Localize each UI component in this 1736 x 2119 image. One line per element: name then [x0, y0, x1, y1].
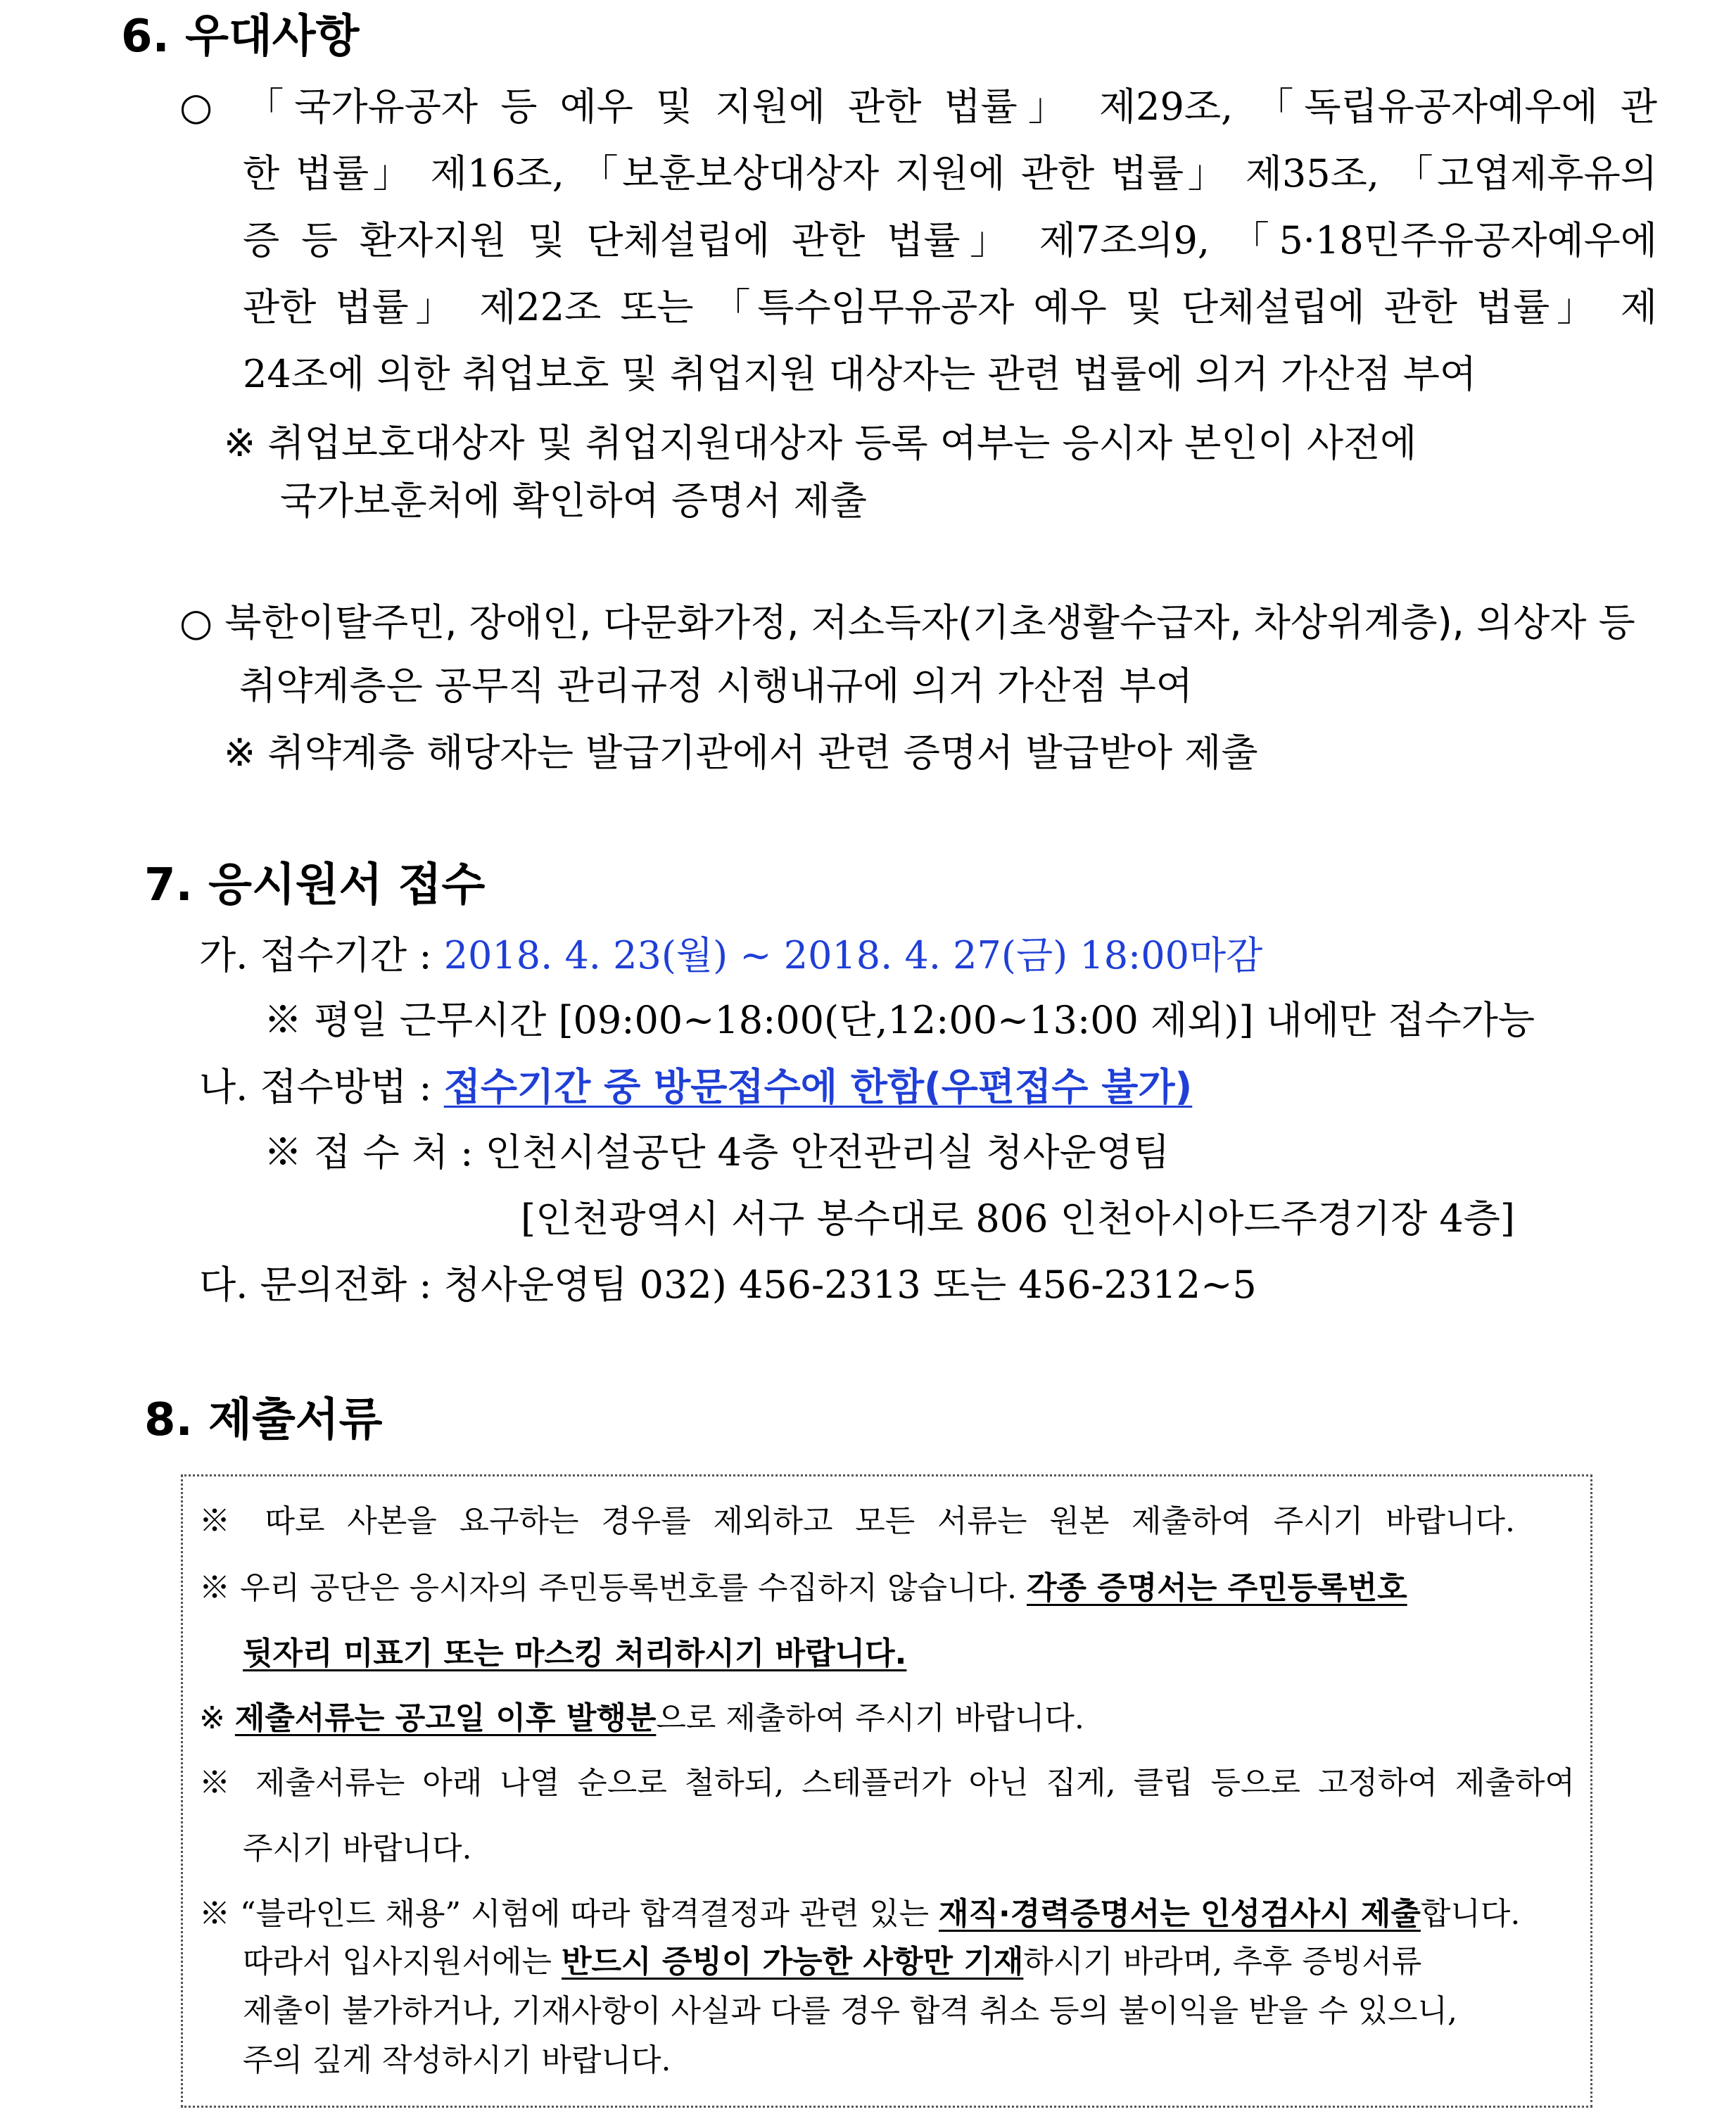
section-7-heading: 7. 응시원서 접수	[144, 859, 486, 911]
section-6-bullet1-line3: 증 등 환자지원 및 단체설립에 관한 법률」 제7조의9, 「5·18민주유공자예우에	[243, 218, 1657, 262]
notes-line-4-rest: 으로 제출하여 주시기 바랍니다.	[656, 1700, 1084, 1736]
notes-line-10: 주의 깊게 작성하시기 바랍니다.	[243, 2042, 671, 2078]
section-6-note2: ※ 취약계층 해당자는 발급기관에서 관련 증명서 발급받아 제출	[224, 730, 1258, 775]
receipt-period-label: 가. 접수기간 :	[199, 933, 444, 978]
notes-line-7-plain2: 합니다.	[1420, 1896, 1521, 1932]
section-6-bullet2-line2: 취약계층은 공무직 관리규정 시행내규에 의거 가산점 부여	[239, 664, 1193, 708]
section-6-bullet2-line1: ○ 북한이탈주민, 장애인, 다문화가정, 저소득자(기초생활수급자, 차상위계층), 의상자 등	[179, 600, 1635, 645]
notes-line-8-plain2: 하시기 바라며, 추후 증빙서류	[1023, 1944, 1422, 1980]
notes-line-7-plain1: ※ “블라인드 채용” 시험에 따라 합격결정과 관련 있는	[199, 1896, 939, 1932]
notes-line-2	[199, 1566, 1407, 1611]
section-6-bullet1-line5: 24조에 의한 취업보호 및 취업지원 대상자는 관련 법률에 의거 가산점 부여	[243, 352, 1477, 396]
notes-line-5: ※ 제출서류는 아래 나열 순으로 철하되, 스테플러가 아닌 집게, 클립 등으로 고정하여 제출하여	[199, 1765, 1575, 1801]
section-6-heading: 6. 우대사항	[121, 11, 360, 63]
notes-line-4-bold: 제출서류는 공고일 이후 발행분	[234, 1700, 657, 1736]
notes-line-9: 제출이 불가하거나, 기재사항이 사실과 다를 경우 합격 취소 등의 불이익을 받을 수 있으니,	[243, 1993, 1457, 2029]
inquiry-phone-line: 다. 문의전화 : 청사운영팀 032) 456-2313 또는 456-2312~5	[199, 1263, 1257, 1307]
section-6-bullet1-line4: 관한 법률」 제22조 또는 「특수임무유공자 예우 및 단체설립에 관한 법률」 제	[243, 285, 1657, 329]
notes-line-3-bold: 뒷자리 미표기 또는 마스킹 처리하시기 바랍니다.	[243, 1636, 907, 1671]
receipt-method-value: 접수기간 중 방문접수에 한함(우편접수 불가)	[443, 1065, 1193, 1109]
notes-line-8-plain1: 따라서 입사지원서에는	[243, 1944, 562, 1980]
receipt-place-line: ※ 접 수 처 : 인천시설공단 4층 안전관리실 청사운영팀	[264, 1130, 1170, 1175]
section-6-bullet1-line1: ○ 「국가유공자 등 예우 및 지원에 관한 법률」 제29조, 「독립유공자예우에 관	[179, 84, 1657, 129]
section-6-note1-line2: 국가보훈처에 확인하여 증명서 제출	[280, 479, 867, 523]
section-6-note1-line1: ※ 취업보호대상자 및 취업지원대상자 등록 여부는 응시자 본인이 사전에	[224, 421, 1417, 465]
notes-line-4-prefix: ※	[199, 1700, 235, 1736]
notes-line-7-bold: 재직·경력증명서는 인성검사시 제출	[938, 1896, 1421, 1932]
section-8-heading: 8. 제출서류	[144, 1394, 383, 1446]
notes-line-2-plain: ※ 우리 공단은 응시자의 주민등록번호를 수집하지 않습니다.	[199, 1570, 1027, 1606]
notes-line-8-bold: 반드시 증빙이 가능한 사항만 기재	[562, 1944, 1024, 1980]
section-6-bullet1-line2: 한 법률」 제16조, 「보훈보상대상자 지원에 관한 법률」 제35조, 「고엽제후유의	[243, 151, 1657, 196]
notes-line-8	[243, 1940, 1421, 1985]
notes-line-6: 주시기 바랍니다.	[243, 1830, 472, 1866]
notes-line-3	[243, 1631, 906, 1676]
notes-line-7	[199, 1892, 1520, 1937]
notes-line-2-bold: 각종 증명서는 주민등록번호	[1026, 1570, 1407, 1606]
receipt-method-row	[199, 1059, 1192, 1115]
receipt-method-label: 나. 접수방법 :	[199, 1065, 444, 1109]
receipt-address-line: [인천광역시 서구 봉수대로 806 인천아시아드주경기장 4층]	[521, 1196, 1515, 1241]
receipt-period-note: ※ 평일 근무시간 [09:00~18:00(단,12:00~13:00 제외)] 내에만 접수가능	[264, 998, 1535, 1042]
receipt-period-value: 2018. 4. 23(월) ~ 2018. 4. 27(금) 18:00마감	[443, 933, 1263, 978]
notes-line-4	[199, 1696, 1084, 1741]
notes-line-1: ※ 따로 사본을 요구하는 경우를 제외하고 모든 서류는 원본 제출하여 주시기 바랍니다.	[199, 1503, 1515, 1539]
receipt-period-row	[199, 928, 1262, 984]
